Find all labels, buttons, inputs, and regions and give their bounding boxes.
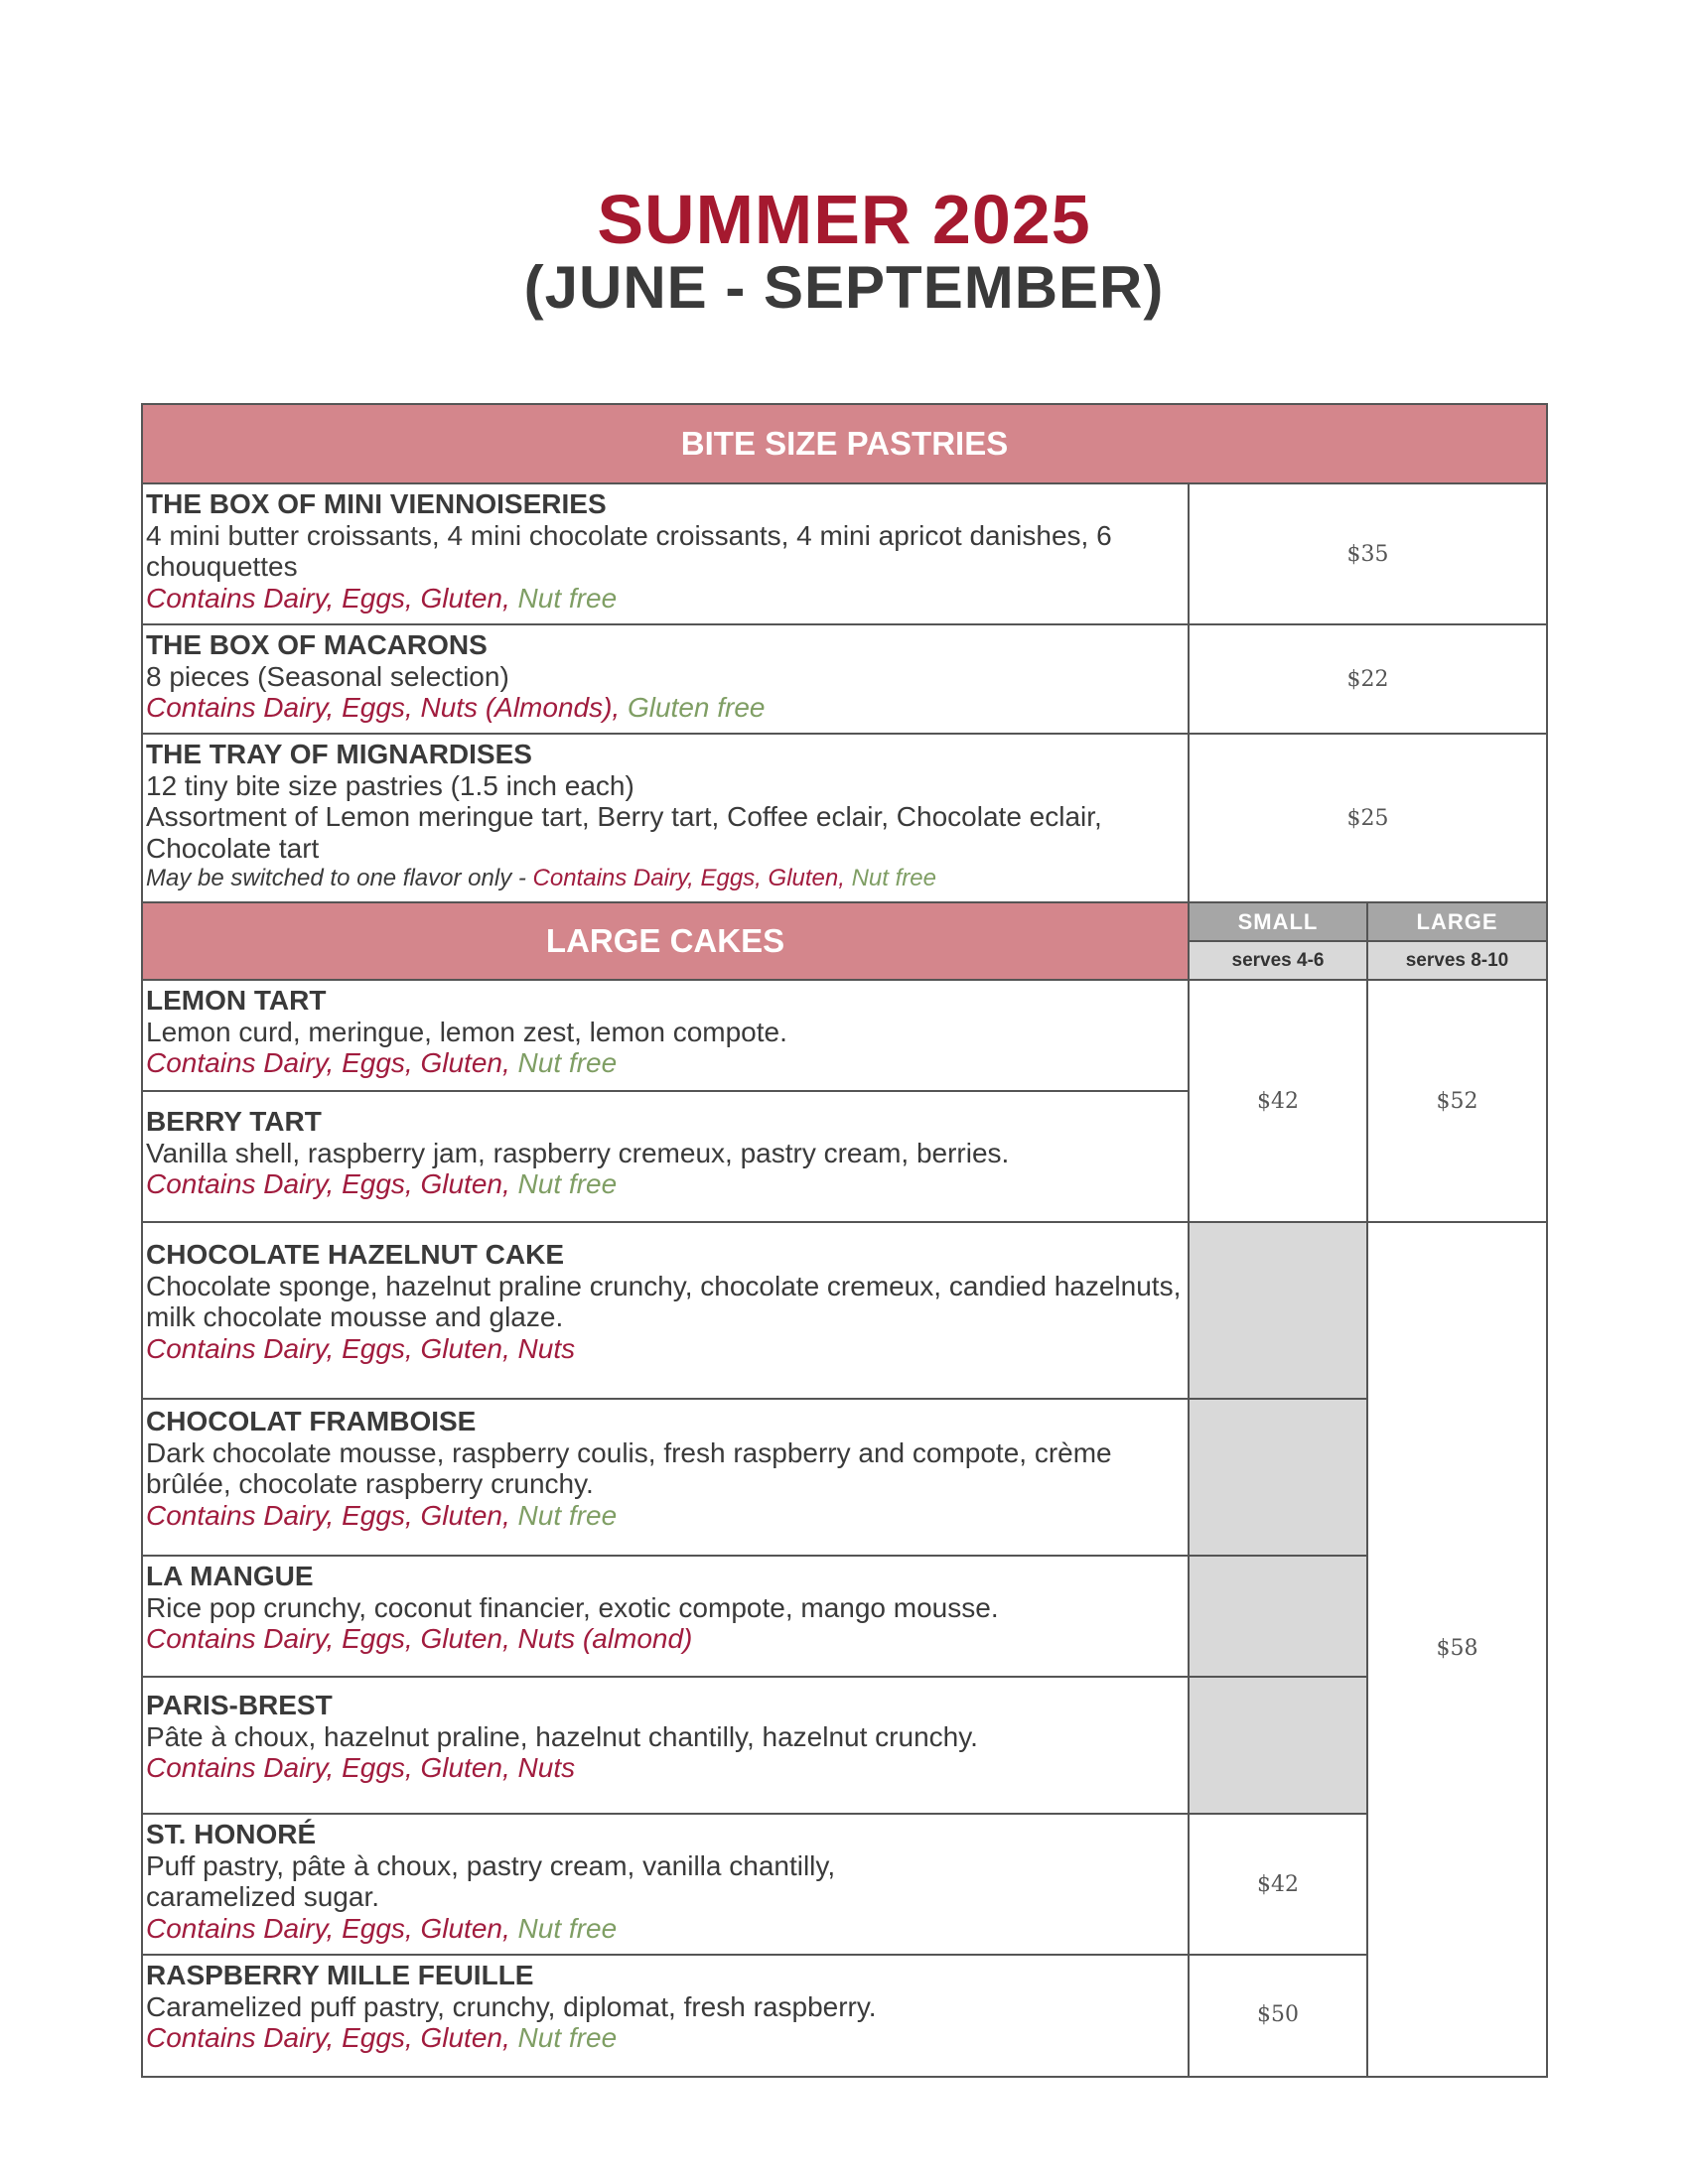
price-tarts-large: $52 xyxy=(1436,1088,1478,1114)
item-note: May be switched to one flavor only - xyxy=(146,865,533,891)
item-allergens: Contains Dairy, Eggs, Gluten, xyxy=(146,1499,518,1531)
item-description: Lemon curd, meringue, lemon zest, lemon compote. xyxy=(146,1016,787,1047)
item-free-from: Nut free xyxy=(517,2022,618,2053)
large-cakes-header: LARGE CAKES xyxy=(143,903,1188,979)
item-allergens: Contains Dairy, Eggs, Nuts (Almonds), xyxy=(146,692,628,723)
unavailable-small-cell xyxy=(1190,1223,1366,1398)
item-free-from: Nut free xyxy=(851,865,936,891)
item-free-from: Nut free xyxy=(517,582,618,614)
item-name: BERRY TART xyxy=(146,1106,322,1137)
menu-item-mignardises xyxy=(143,735,1188,901)
item-free-from: Nut free xyxy=(517,1168,618,1199)
item-description: Puff pastry, pâte à choux, pastry cream, vanilla chantilly, caramelized sugar. xyxy=(146,1849,836,1912)
menu-item-paris-brest xyxy=(143,1686,1188,1803)
price-mille-feuille-small: $50 xyxy=(1257,2002,1299,2027)
item-free-from: Nut free xyxy=(517,1499,618,1531)
page-header xyxy=(0,181,1688,321)
price-macarons: $22 xyxy=(1346,666,1389,692)
item-name: THE BOX OF MACARONS xyxy=(146,629,488,660)
unavailable-small-cell xyxy=(1190,1400,1366,1555)
item-name: LEMON TART xyxy=(146,985,327,1016)
menu-table xyxy=(141,403,1548,2078)
menu-item-st-honore xyxy=(143,1815,1188,1954)
item-allergens: Contains Dairy, Eggs, Gluten, xyxy=(532,865,852,891)
menu-item-raspberry-mille-feuille xyxy=(143,1956,1188,2074)
price-mini-viennoiseries: $35 xyxy=(1346,541,1389,567)
item-name: CHOCOLATE HAZELNUT CAKE xyxy=(146,1239,565,1270)
menu-item-la-mangue xyxy=(143,1557,1188,1674)
price-st-honore-small: $42 xyxy=(1257,1871,1299,1897)
item-description: Vanilla shell, raspberry jam, raspberry cremeux, pastry cream, berries. xyxy=(146,1137,1010,1168)
unavailable-small-cell xyxy=(1190,1557,1366,1676)
item-allergens: Contains Dairy, Eggs, Gluten, Nuts xyxy=(146,1752,576,1783)
item-name: ST. HONORÉ xyxy=(146,1819,317,1849)
unavailable-small-cell xyxy=(1190,1678,1366,1813)
menu-item-lemon-tart xyxy=(143,981,1188,1090)
item-allergens: Contains Dairy, Eggs, Gluten, xyxy=(146,1047,518,1078)
page-subtitle: (JUNE - SEPTEMBER) xyxy=(523,254,1165,321)
price-cakes-large: $58 xyxy=(1436,1636,1478,1661)
item-free-from: Nut free xyxy=(517,1912,618,1944)
large-size-header: LARGE xyxy=(1368,903,1546,940)
bite-size-header: BITE SIZE PASTRIES xyxy=(143,405,1546,482)
item-description: Dark chocolate mousse, raspberry coulis, fresh raspberry and compote, crème brûlée, chocolate raspberry crunchy. xyxy=(146,1436,1112,1499)
item-description-assortment: Assortment of Lemon meringue tart, Berry tart, Coffee eclair, Chocolate eclair, Chocolate tart xyxy=(146,801,1102,864)
item-name: CHOCOLAT FRAMBOISE xyxy=(146,1406,477,1436)
item-description: 4 mini butter croissants, 4 mini chocolate croissants, 4 mini apricot danishes, 6 chouquettes xyxy=(146,519,1112,582)
item-description: Rice pop crunchy, coconut financier, exotic compote, mango mousse. xyxy=(146,1591,999,1623)
item-free-from: Gluten free xyxy=(627,692,766,723)
item-allergens: Contains Dairy, Eggs, Gluten, xyxy=(146,2022,518,2053)
menu-item-chocolat-framboise xyxy=(143,1402,1188,1553)
price-tarts-small: $42 xyxy=(1257,1088,1299,1114)
menu-item-mini-viennoiseries xyxy=(143,484,1188,623)
item-name: RASPBERRY MILLE FEUILLE xyxy=(146,1960,534,1990)
item-name: THE TRAY OF MIGNARDISES xyxy=(146,739,532,769)
item-allergens: Contains Dairy, Eggs, Gluten, Nuts (almond) xyxy=(146,1623,693,1654)
price-mignardises: $25 xyxy=(1346,805,1389,831)
item-free-from: Nut free xyxy=(517,1047,618,1078)
large-serves-label: serves 8-10 xyxy=(1368,942,1546,979)
item-description: Caramelized puff pastry, crunchy, diplomat, fresh raspberry. xyxy=(146,1990,877,2022)
page-title: SUMMER 2025 xyxy=(597,181,1091,258)
item-name: THE BOX OF MINI VIENNOISERIES xyxy=(146,488,607,519)
item-allergens: Contains Dairy, Eggs, Gluten, xyxy=(146,582,518,614)
small-size-header: SMALL xyxy=(1190,903,1366,940)
item-allergens: Contains Dairy, Eggs, Gluten, Nuts xyxy=(146,1332,576,1364)
menu-item-chocolate-hazelnut-cake xyxy=(143,1235,1188,1398)
item-description: 8 pieces (Seasonal selection) xyxy=(146,660,509,692)
item-name: PARIS-BREST xyxy=(146,1690,333,1720)
menu-item-berry-tart xyxy=(143,1102,1188,1221)
item-allergens: Contains Dairy, Eggs, Gluten, xyxy=(146,1168,518,1199)
item-allergens: Contains Dairy, Eggs, Gluten, xyxy=(146,1912,518,1944)
small-serves-label: serves 4-6 xyxy=(1190,942,1366,979)
item-description: Chocolate sponge, hazelnut praline crunchy, chocolate cremeux, candied hazelnuts, milk chocolate mousse and glaze. xyxy=(146,1270,1182,1332)
item-description: 12 tiny bite size pastries (1.5 inch each) xyxy=(146,769,634,801)
menu-item-macarons xyxy=(143,625,1188,733)
item-description: Pâte à choux, hazelnut praline, hazelnut chantilly, hazelnut crunchy. xyxy=(146,1720,978,1752)
item-name: LA MANGUE xyxy=(146,1561,314,1591)
